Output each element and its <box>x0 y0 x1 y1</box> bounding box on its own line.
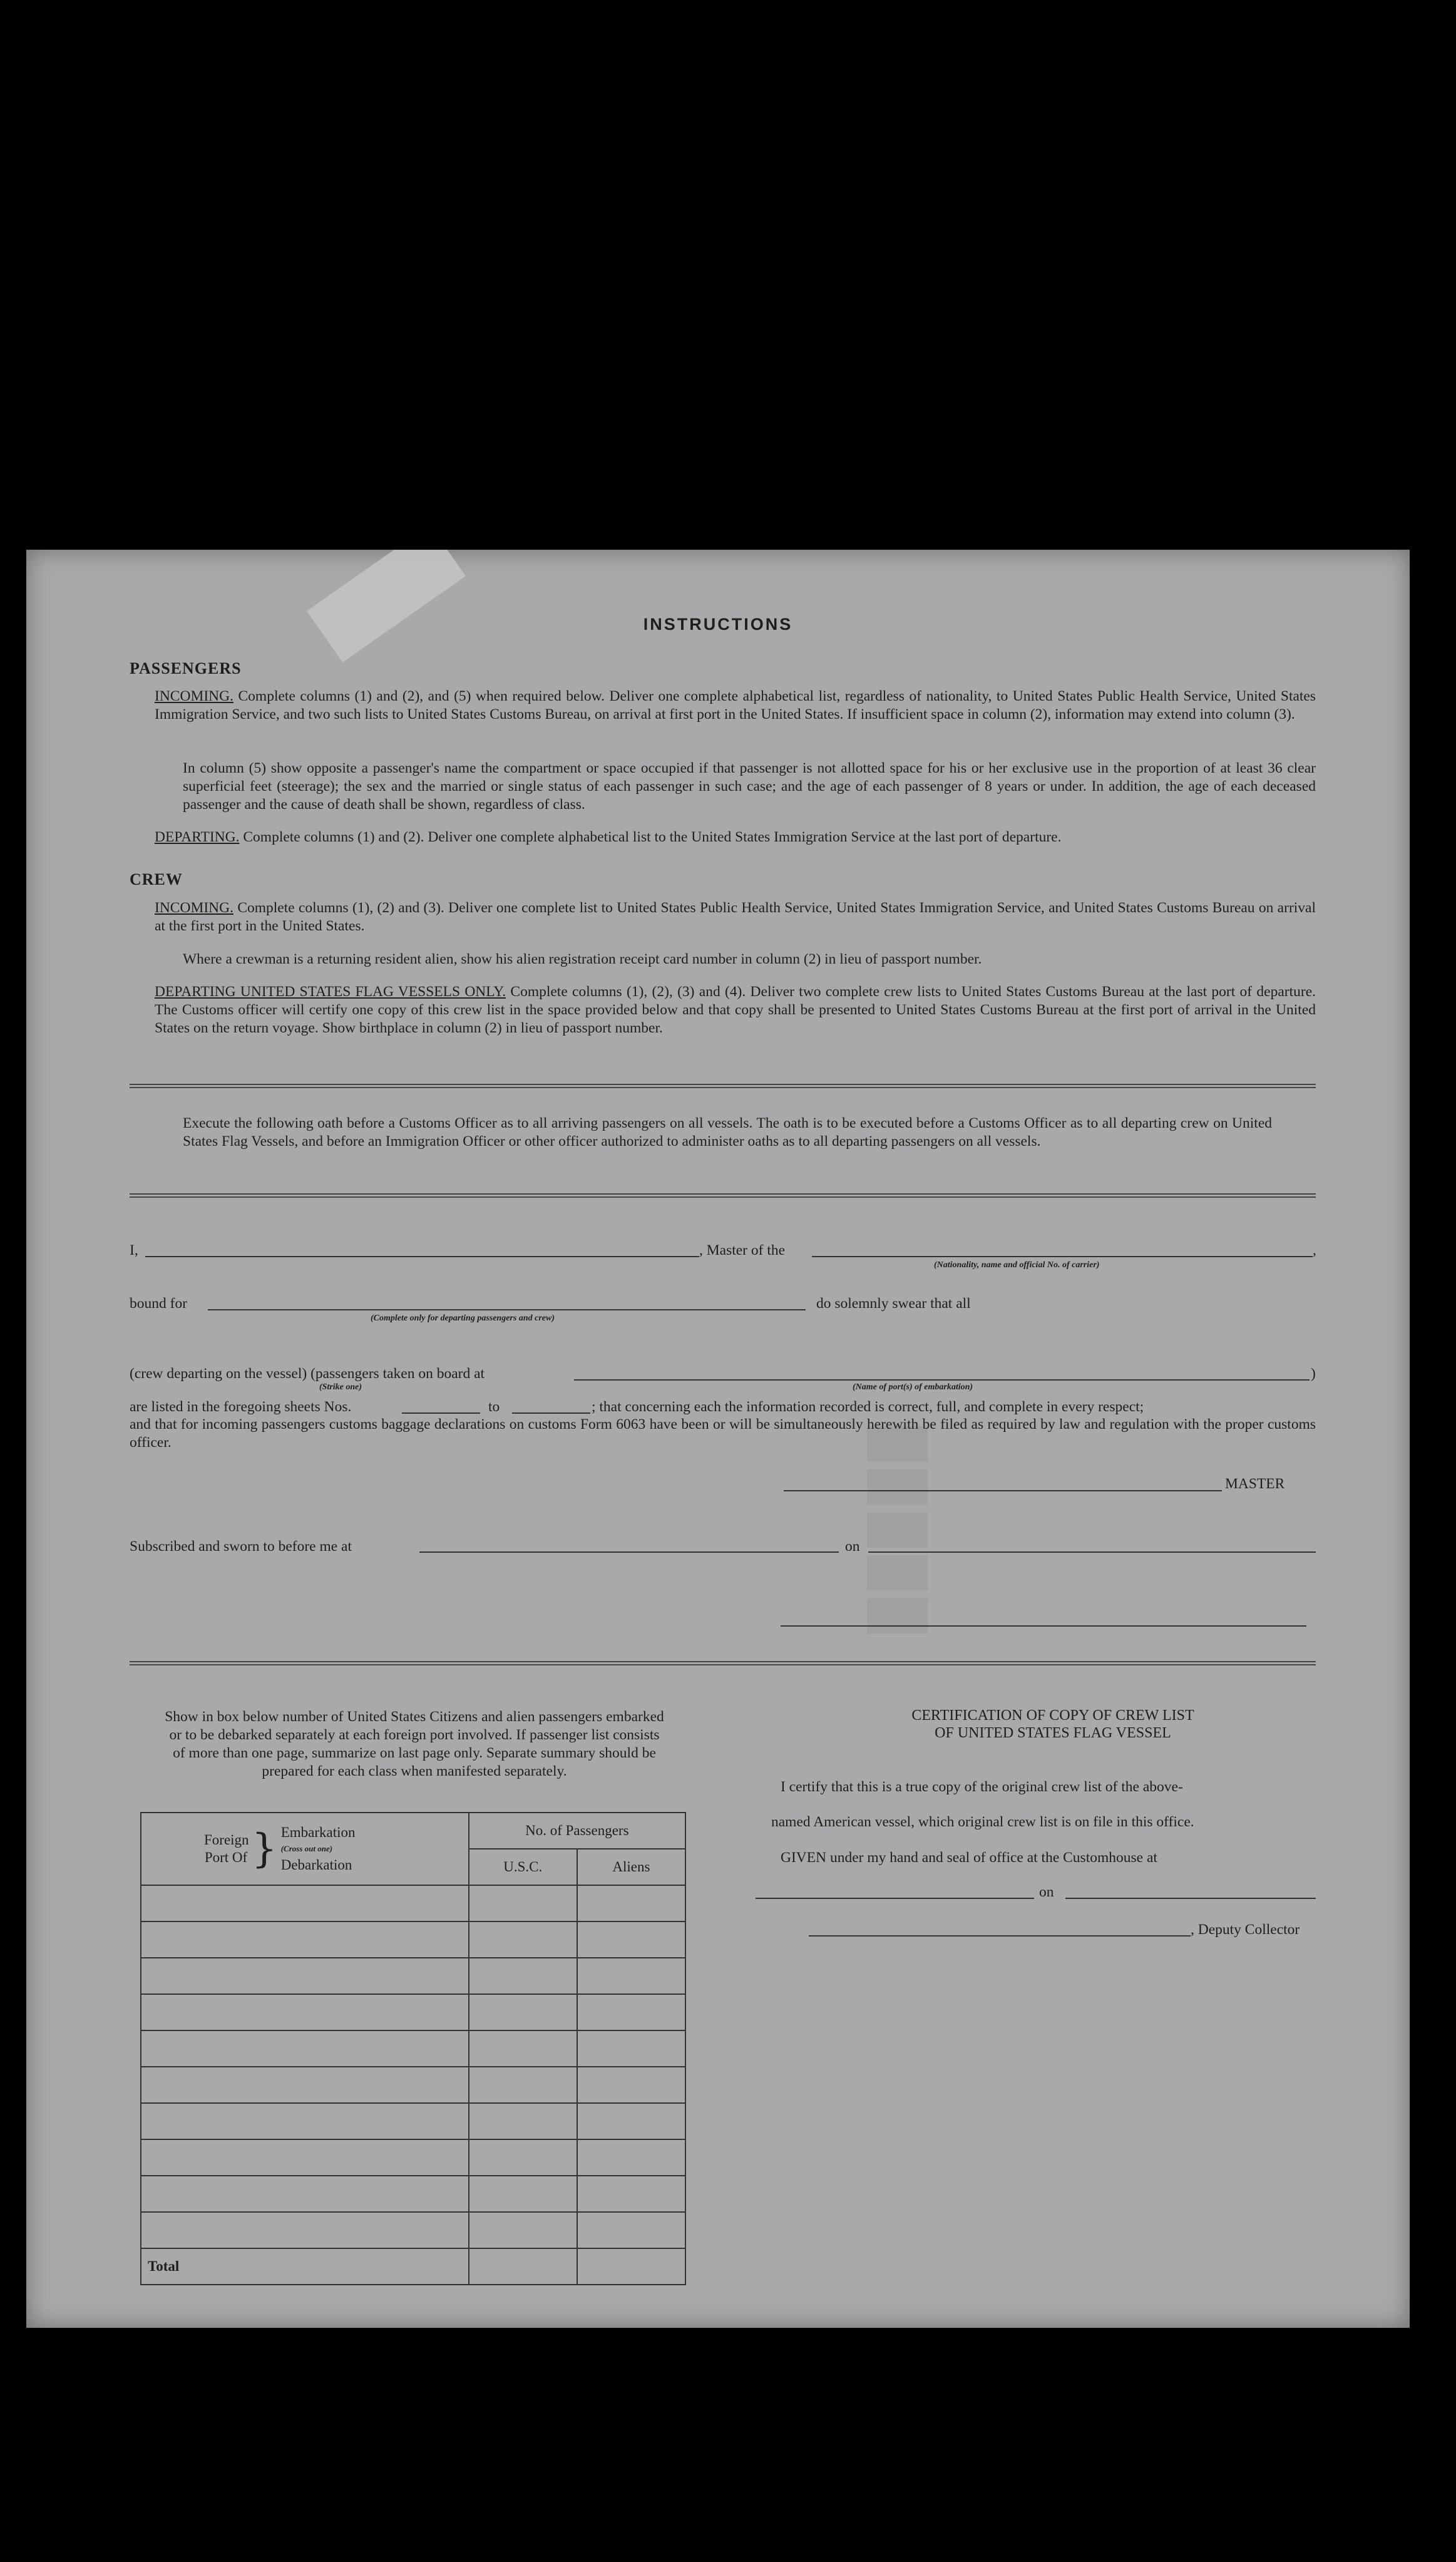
crew-incoming-paragraph <box>155 899 1316 935</box>
to-label: to <box>488 1399 500 1415</box>
page-title: INSTRUCTIONS <box>643 615 793 634</box>
passengers-heading: PASSENGERS <box>130 659 242 677</box>
crew-incoming-label: INCOMING. <box>155 900 233 916</box>
certification-title-2: OF UNITED STATES FLAG VESSEL <box>935 1725 1171 1741</box>
total-label: Total <box>141 2248 469 2285</box>
table-row[interactable] <box>141 1885 685 1922</box>
table-row[interactable] <box>141 2212 685 2248</box>
passengers-departing-text: Complete columns (1) and (2). Deliver one complete alphabetical list to the United States Immigration Service at the last port of departure. <box>243 829 1062 845</box>
usc-header: U.S.C. <box>469 1849 577 1885</box>
summary-instructions: Show in box below number of United States Citizens and alien passengers embarked or to be debarked separately at each foreign port involved. If passenger list consists of more than one page, summarize on last page only. Separate summary should be prepared for each class when manifested separately. <box>165 1709 664 1779</box>
crew-heading: CREW <box>130 870 183 888</box>
double-rule <box>130 1084 1316 1088</box>
crew-departing-text: Complete columns (1), (2), (3) and (4). Deliver two complete crew lists to United States Customs Bureau at the last port of departure. The Customs officer will certify one copy of this crew list in the space provided below and that copy shall be presented to United States Customs Bureau at the first port of arrival in the United States on the return voyage. Show birthplace in column (2) in lieu of passport number. <box>155 984 1316 1036</box>
given-text: GIVEN under my hand and seal of office at the Customhouse at <box>781 1849 1157 1866</box>
cert-date-field[interactable] <box>1065 1898 1316 1899</box>
port-caption: (Name of port(s) of embarkation) <box>853 1382 973 1392</box>
document-page <box>26 550 1410 2328</box>
brace-icon: } <box>252 1826 277 1872</box>
tape-mark <box>307 550 466 662</box>
passengers-incoming-paragraph <box>155 687 1316 724</box>
table-row[interactable] <box>141 2139 685 2176</box>
debarkation-label: Debarkation <box>280 1857 352 1873</box>
table-row[interactable] <box>141 2067 685 2103</box>
passengers-departing-label: DEPARTING. <box>155 829 240 845</box>
crew-incoming-text: Complete columns (1), (2) and (3). Deliver one complete list to United States Public Health Service, United States Immigration Service, and United States Customs Bureau on arrival at the first port in the United States. <box>155 900 1316 934</box>
passengers-incoming-text: Complete columns (1) and (2), and (5) when required below. Deliver one complete alphabetical list, regardless of nationality, to United States Public Health Service, United States Immigration Service, and two such lists to United States Customs Bureau, on arrival at first port in the United States. If insufficient space in column (2), information may extend into column (3). <box>155 688 1316 723</box>
table-row[interactable] <box>141 2176 685 2212</box>
carrier-caption: (Nationality, name and official No. of carrier) <box>934 1260 1100 1270</box>
customhouse-field[interactable] <box>756 1898 1034 1899</box>
oath-intro-paragraph: Execute the following oath before a Customs Officer as to all arriving passengers on all vessels. The oath is to be executed before a Customs Officer as to all departing crew on United States Flag Vessels, and before an Immigration Officer or other officer authorized to administer oaths as to all departing passengers on all vessels. <box>183 1115 1272 1150</box>
sworn-place-field[interactable] <box>419 1551 839 1553</box>
master-of-label: , Master of the <box>699 1242 786 1258</box>
deputy-signature-field[interactable] <box>809 1935 1191 1937</box>
incoming-baggage-text: and that for incoming passengers customs baggage declarations on customs Form 6063 have been or will be simultaneously herewith be filed as required by law and regulation with the proper customs officer. <box>130 1416 1316 1451</box>
double-rule <box>130 1661 1316 1665</box>
table-row[interactable] <box>141 1994 685 2030</box>
total-row[interactable] <box>141 2248 685 2285</box>
embarkation-label: Embarkation <box>280 1824 356 1840</box>
port-header-cell <box>141 1813 469 1885</box>
oath-i-label: I, <box>130 1242 138 1258</box>
bound-caption: (Complete only for departing passengers and crew) <box>371 1314 555 1323</box>
passengers-column5-paragraph: In column (5) show opposite a passenger's name the compartment or space occupied if that passenger is not allotted space for his or her exclusive use in the proportion of at least 36 clear superficial feet (steerage); the sex and the married or single status of each passenger in such case; and the age of each passenger of 8 years or under. In addition, the age of each deceased passenger and the cause of death shall be shown, regardless of class. <box>183 760 1316 813</box>
strike-caption: (Strike one) <box>319 1382 362 1392</box>
bound-for-field[interactable] <box>208 1309 806 1310</box>
close-paren: ) <box>1311 1366 1316 1382</box>
table-row[interactable] <box>141 1958 685 1994</box>
foreign-port-label: Foreign Port Of <box>204 1832 249 1865</box>
table-row[interactable] <box>141 2030 685 2067</box>
subscribed-label: Subscribed and sworn to before me at <box>130 1538 352 1555</box>
comma-label: , <box>1313 1242 1316 1258</box>
on-label: on <box>845 1538 860 1555</box>
bleed-through-mark: █████ <box>871 1426 927 1642</box>
certification-text-1: I certify that this is a true copy of the original crew list of the above- <box>781 1779 1183 1795</box>
master-signature-field[interactable] <box>784 1490 1222 1491</box>
crew-resident-paragraph: Where a crewman is a returning resident alien, show his alien registration receipt card number in column (2) in lieu of passport number. <box>183 951 982 967</box>
swear-label: do solemnly swear that all <box>816 1295 971 1312</box>
listed-label: are listed in the foregoing sheets Nos. <box>130 1399 352 1415</box>
double-rule <box>130 1193 1316 1198</box>
passengers-incoming-label: INCOMING. <box>155 688 233 704</box>
passengers-departing-paragraph <box>155 828 1316 846</box>
certification-title-1: CERTIFICATION OF COPY OF CREW LIST <box>911 1707 1194 1724</box>
sheet-to-field[interactable] <box>512 1412 590 1414</box>
bound-for-label: bound for <box>130 1295 188 1312</box>
concerning-text: ; that concerning each the information recorded is correct, full, and complete in every respect; <box>592 1399 1144 1415</box>
cross-out-label: (Cross out one) <box>280 1844 333 1853</box>
cert-on-label: on <box>1039 1884 1054 1900</box>
master-name-field[interactable] <box>145 1256 699 1257</box>
officer-signature-field[interactable] <box>781 1625 1306 1627</box>
passenger-summary-table <box>140 1812 686 2285</box>
crew-departing-label: DEPARTING UNITED STATES FLAG VESSELS ONLY. <box>155 984 506 1000</box>
no-passengers-header: No. of Passengers <box>469 1813 685 1849</box>
carrier-field[interactable] <box>812 1256 1313 1257</box>
sworn-date-field[interactable] <box>868 1551 1316 1553</box>
table-row[interactable] <box>141 2103 685 2139</box>
table-row[interactable] <box>141 1922 685 1958</box>
crew-departing-paragraph <box>155 983 1316 1037</box>
master-label: MASTER <box>1225 1476 1285 1492</box>
crew-departing-label: (crew departing on the vessel) (passengers taken on board at <box>130 1366 485 1382</box>
sheet-from-field[interactable] <box>402 1412 480 1414</box>
certification-text-2: named American vessel, which original crew list is on file in this office. <box>771 1814 1194 1830</box>
aliens-header: Aliens <box>577 1849 685 1885</box>
deputy-label: , Deputy Collector <box>1191 1922 1300 1938</box>
embarkation-port-field[interactable] <box>574 1379 1310 1381</box>
